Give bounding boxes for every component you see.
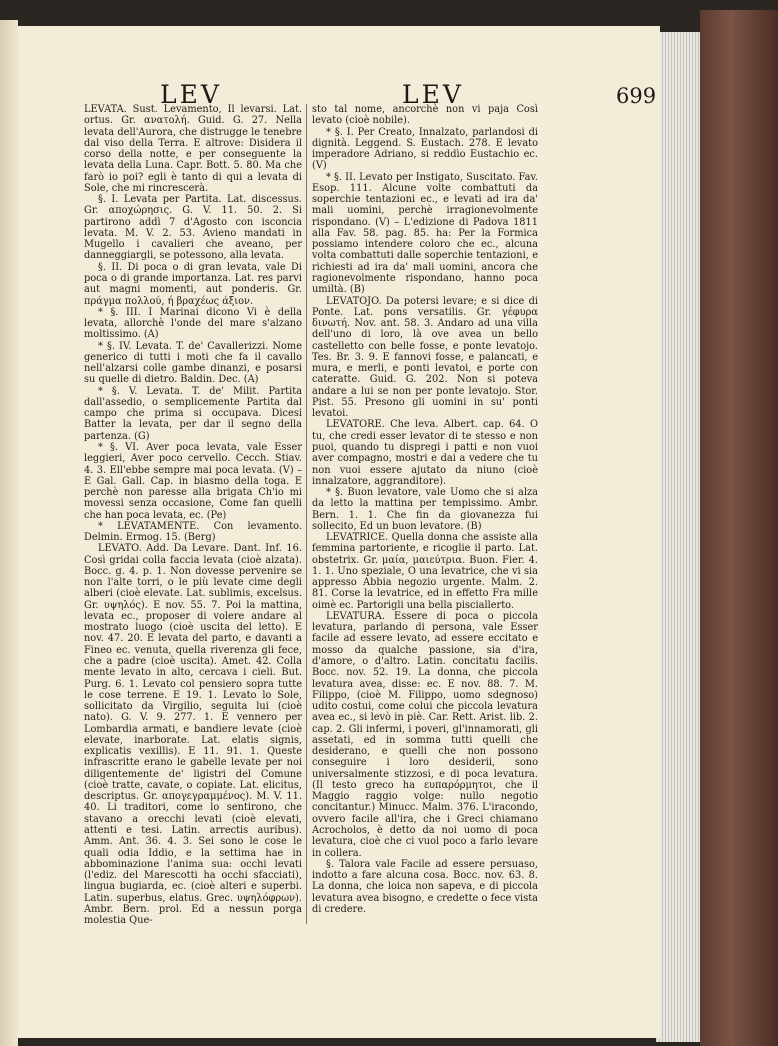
- entry-levata-s2: §. II. Di poca o di gran levata, vale Di poca o di grande importanza. Lat. res parvi aut magni momenti, aut ponderis. Gr. πράγμα πολλού, ή βραχέως άξιον.: [84, 261, 302, 307]
- column-right: [312, 104, 538, 915]
- facing-page-edge: [0, 20, 18, 1046]
- entry-levato-cont: sto tal nome, ancorchè non vi paja Così levato (cioè nobile).: [312, 104, 538, 127]
- entry-levatrice: LEVATRICE. Quella donna che assiste alla femmina partoriente, e ricoglie il parto. Lat. obstetrix. Gr. μαία, μαιεύτρια. Buon. Fier. 4. 1. 1. Uno speziale, O una levatrice, che vi sia appresso Abbia negozio urgente. Malm. 2. 81. Corse la levatrice, ed in effetto Fra mille oimè ec. Partorigli una bella pisciallerto.: [312, 532, 538, 611]
- entry-levata-s4: * §. IV. Levata. T. de' Cavallerizzi. Nome generico di tutti i moti che fa il cavallo nell'alzarsi colle gambe dinanzi, e posarsi su quelle di dietro. Baldin. Dec. (A): [84, 340, 302, 386]
- entry-levatore: LEVATORE. Che leva. Albert. cap. 64. O tu, che credi esser levator di te stesso e non puoi, quando tu dispregi i patti e non vuoi aver compagno, mostri e dai a vedere che tu non vuoi essere ajutato da niuno (cioè innalzatore, aggranditore).: [312, 419, 538, 487]
- entry-levatojo: LEVATOJO. Da potersi levare; e si dice di Ponte. Lat. pons versatilis. Gr. γέφυρα δινωτή. Nov. ant. 58. 3. Andaro ad una villa dell'uno di loro, là ove avea un bello castelletto con belle fosse, e ponte levatojo. Tes. Br. 3. 9. E fannovi fosse, e palancati, e mura, e merli, e ponti levatoi, e porte con cateratte. Guid. G. 202. Non si poteva andare a lui se non per ponte levatojo. Stor. Pist. 55. Presono gli uomini in su' ponti levatoi.: [312, 295, 538, 420]
- entry-levata-s3: * §. III. I Marinai dicono Vi è della levata, allorchè l'onde del mare s'alzano moltissimo. (A): [84, 306, 302, 341]
- entry-levatura-s: §. Talora vale Facile ad essere persuaso, indotto a fare alcuna cosa. Bocc. nov. 63. 8. La donna, che loica non sapeva, e di piccola levatura avea bisogno, e credette o fece vista di credere.: [312, 858, 538, 915]
- entry-levatura: LEVATURA. Essere di poca o piccola levatura, parlando di persona, vale Esser facile ad essere levato, ad essere eccitato e mosso da qualche passione, sia d'ira, d'amore, o d'altro. Latin. concitatu facilis. Bocc. nov. 52. 19. La donna, che piccola levatura avea, disse: ec. E nov. 88. 7. M. Filippo, (cioè M. Filippo, uomo sdegnoso) udito costui, come colui che piccola levatura avea ec., si levò in piè. Car. Rett. Arist. lib. 2. cap. 2. Gli infermi, i poveri, gl'innamorati, gli assetati, ed in somma tutti quelli che desiderano, e quelli che non possono conseguire i loro desiderii, sono universalmente stizzosi, e di poca levatura. (Il testo greco ha ευπαρόρμητοι, che il Maggio raggio volge: nullo negotio concitantur.) Minucc. Malm. 376. L'iracondo, ovvero facile all'ira, che i Greci chiamano Acrocholos, è detto da noi uomo di poca levatura, cioè che ci vuol poco a farlo levare in collera.: [312, 610, 538, 859]
- entry-levata-s1: §. I. Levata per Partita. Lat. discessus. Gr. αποχώρησις. G. V. 11. 50. 2. Si partirono addì 7 d'Agosto con isconcia levata. M. V. 2. 53. Avieno mandati in Mugello i cavalieri che aveano, per danneggiargli, se potessono, alla levata.: [84, 194, 302, 262]
- entry-levato-s1: * §. I. Per Creato, Innalzato, parlandosi di dignità. Leggend. S. Eustach. 278. E levato imperadore Adriano, si reddìo Eustachio ec. (V): [312, 126, 538, 172]
- column-rule: [306, 104, 307, 924]
- column-left: [84, 104, 302, 926]
- entry-levato-s2: * §. II. Levato per Instigato, Suscitato. Fav. Esop. 111. Alcune volte combattuti da soperchie tentazioni ec., e levati ad ira da' mali uomini, perchè irragionevolmente rispondano. (V) – L'edizione di Padova 1811 alla Fav. 58. pag. 85. ha: Per la Formica possiamo intendere coloro che ec., alcuna volta combattuti dalle soperchie tentazioni, e richiesti ad ira da' mali uomini, ancora che ragionevolmente rispondano, hanno poca umiltà. (B): [312, 171, 538, 296]
- entry-levata-s6: * §. VI. Aver poca levata, vale Esser leggieri, Aver poco cervello. Cecch. Stiav. 4. 3. Ell'ebbe sempre mai poca levata. (V) – E Gal. Gall. Cap. in biasmo della toga. E perchè non paresse alla brigata Ch'io mi movessi senza occasione, Come fan quelli che han poca levata, ec. (Pe): [84, 441, 302, 521]
- running-head-center: LEV: [402, 80, 464, 109]
- page-stack-edge: [656, 32, 700, 1042]
- book-cover-edge: [700, 10, 778, 1046]
- running-head-left: LEV: [160, 80, 222, 109]
- entry-levata-s5: * §. V. Levata. T. de' Milit. Partita dall'assedio, o semplicemente Partita dal campo che prima si occupava. Dicesi Batter la levata, per dar il segno della partenza. (G): [84, 385, 302, 442]
- entry-levatore-s: * §. Buon levatore, vale Uomo che si alza da letto la mattina per tempissimo. Ambr. Bern. 1. 1. Che fin da giovanezza fui sollecito, Ed un buon levatore. (B): [312, 487, 538, 532]
- page-number: 699: [616, 84, 657, 108]
- entry-levata: LEVATA. Sust. Levamento, Il levarsi. Lat. ortus. Gr. ανατολή. Guid. G. 27. Nella levata dell'Aurora, che distrugge le tenebre dal viso della Terra. E altrove: Disidera il corso della notte, e per conseguente la levata della Luna. Capr. Bott. 5. 80. Ma che farò io poi? egli è tanto di qui a levata di Sole, che mi rincrescerà.: [84, 104, 302, 194]
- entry-levato: LEVATO. Add. Da Levare. Dant. Inf. 16. Così gridai colla faccia levata (cioè alzata). Bocc. g. 4. p. 1. Non dovesse pervenire se non l'alte torri, o le più levate cime degli alberi (cioè elevate. Lat. sublimis, excelsus. Gr. υψηλός). E nov. 55. 7. Poi la mattina, levata ec., proposer di volere andare al mostrato luogo (cioè uscita del letto). E nov. 47. 20. E levata del parto, e davanti a Fineo ec. venuta, quella riverenza gli fece, che a padre (cioè uscita). Amet. 42. Colla mente levato in alto, cercava i cieli. But. Purg. 6. 1. Levato col pensiero sopra tutte le cose terrene. E 19. 1. Levato lo Sole, sollicitato da Virgilio, seguita lui (cioè nato). G. V. 9. 277. 1. E vennero per Lombardia armati, e bandiere levate (cioè elevate, inarborate. Lat. elatis signis, explicatis vexillis). E 11. 91. 1. Queste infrascritte erano le gabelle levate per noi diligentemente de' ligistri del Comune (cioè tratte, cavate, o copiate. Lat. elicitus, descriptus. Gr. απογεγραμμένος). M. V. 11. 40. Li traditori, come lo sentirono, che stavano a orecchi levati (cioè elevati, attenti e tesi. Latin. arrectis auribus). Amm. Ant. 36. 4. 3. Sei sono le cose le quali odia Iddio, e la settima hae in abbominazione l'anima sua: occhi levati (l'ediz. del Marescotti ha occhi sfacciati), lingua bugiarda, ec. (cioè alteri e superbi. Latin. superbus, elatus. Grec. υψηλόφρων). Ambr. Bern. prol. Ed a nessun porga molestia Que-: [84, 543, 302, 927]
- entry-levatamente: * LEVATAMENTE. Con levamento. Delmin. Ermog. 15. (Berg): [84, 520, 302, 544]
